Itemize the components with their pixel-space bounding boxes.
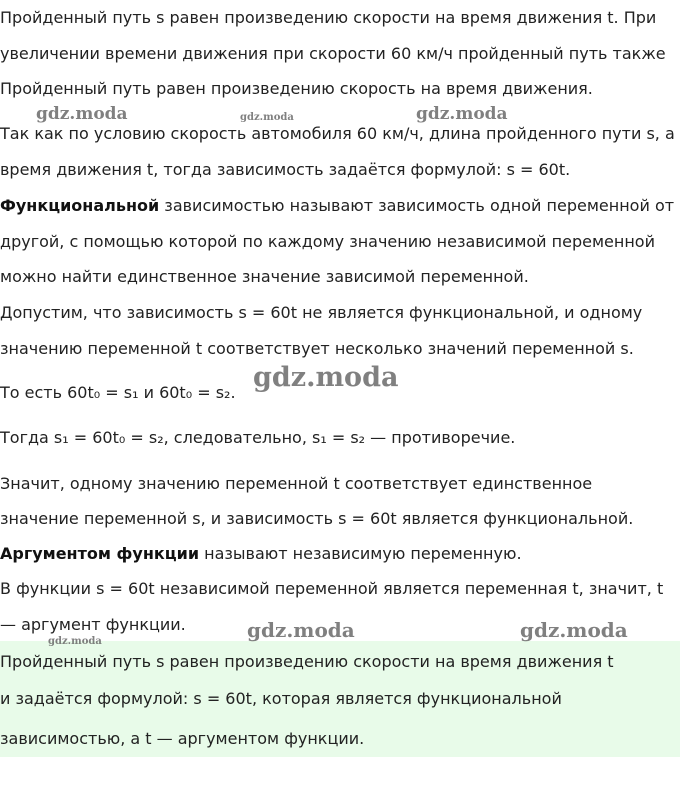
answer-line: и задаётся формулой: s = 60t, которая является функциональной bbox=[0, 689, 562, 708]
watermark: gdz.moda bbox=[416, 104, 508, 124]
watermark: gdz.moda bbox=[247, 618, 355, 642]
text-line: значению переменной t соответствует несколько значений переменной s. bbox=[0, 339, 634, 358]
definition-rest: зависимостью называют зависимость одной переменной от bbox=[159, 196, 675, 215]
definition-rest: называют независимую переменную. bbox=[199, 544, 522, 563]
text-line: время движения t, тогда зависимость задаётся формулой: s = 60t. bbox=[0, 160, 571, 179]
text-line: В функции s = 60t независимой переменной является переменная t, значит, t bbox=[0, 579, 664, 598]
watermark: gdz.moda bbox=[253, 362, 399, 393]
text-line: другой, с помощью которой по каждому значению независимой переменной bbox=[0, 232, 655, 251]
answer-line: зависимостью, а t — аргументом функции. bbox=[0, 729, 365, 748]
watermark: gdz.moda bbox=[520, 618, 628, 642]
watermark: gdz.moda bbox=[48, 636, 102, 647]
text-line: можно найти единственное значение зависимой переменной. bbox=[0, 267, 529, 286]
watermark: gdz.moda bbox=[240, 112, 294, 123]
text-line: — аргумент функции. bbox=[0, 615, 186, 634]
term-functional: Функциональной bbox=[0, 196, 160, 215]
text-line: Пройденный путь s равен произведению скорости на время движения t. При bbox=[0, 8, 657, 27]
text-line: Тогда s₁ = 60t₀ = s₂, следовательно, s₁ = s₂ — противоречие. bbox=[0, 428, 516, 447]
definition-line bbox=[0, 544, 522, 564]
definition-line bbox=[0, 196, 674, 216]
watermark: gdz.moda bbox=[36, 104, 128, 124]
answer-line: Пройденный путь s равен произведению скорости на время движения t bbox=[0, 652, 614, 671]
text-line: Так как по условию скорость автомобиля 60 км/ч, длина пройденного пути s, а bbox=[0, 124, 675, 143]
term-argument: Аргументом функции bbox=[0, 544, 200, 563]
text-line: Допустим, что зависимость s = 60t не является функциональной, и одному bbox=[0, 303, 643, 322]
text-line: увеличении времени движения при скорости 60 км/ч пройденный путь также bbox=[0, 44, 666, 63]
text-line: значение переменной s, и зависимость s = 60t является функциональной. bbox=[0, 509, 634, 528]
text-line: То есть 60t₀ = s₁ и 60t₀ = s₂. bbox=[0, 383, 236, 402]
text-line: Пройденный путь равен произведению скорость на время движения. bbox=[0, 79, 593, 98]
text-line: Значит, одному значению переменной t соответствует единственное bbox=[0, 474, 593, 493]
